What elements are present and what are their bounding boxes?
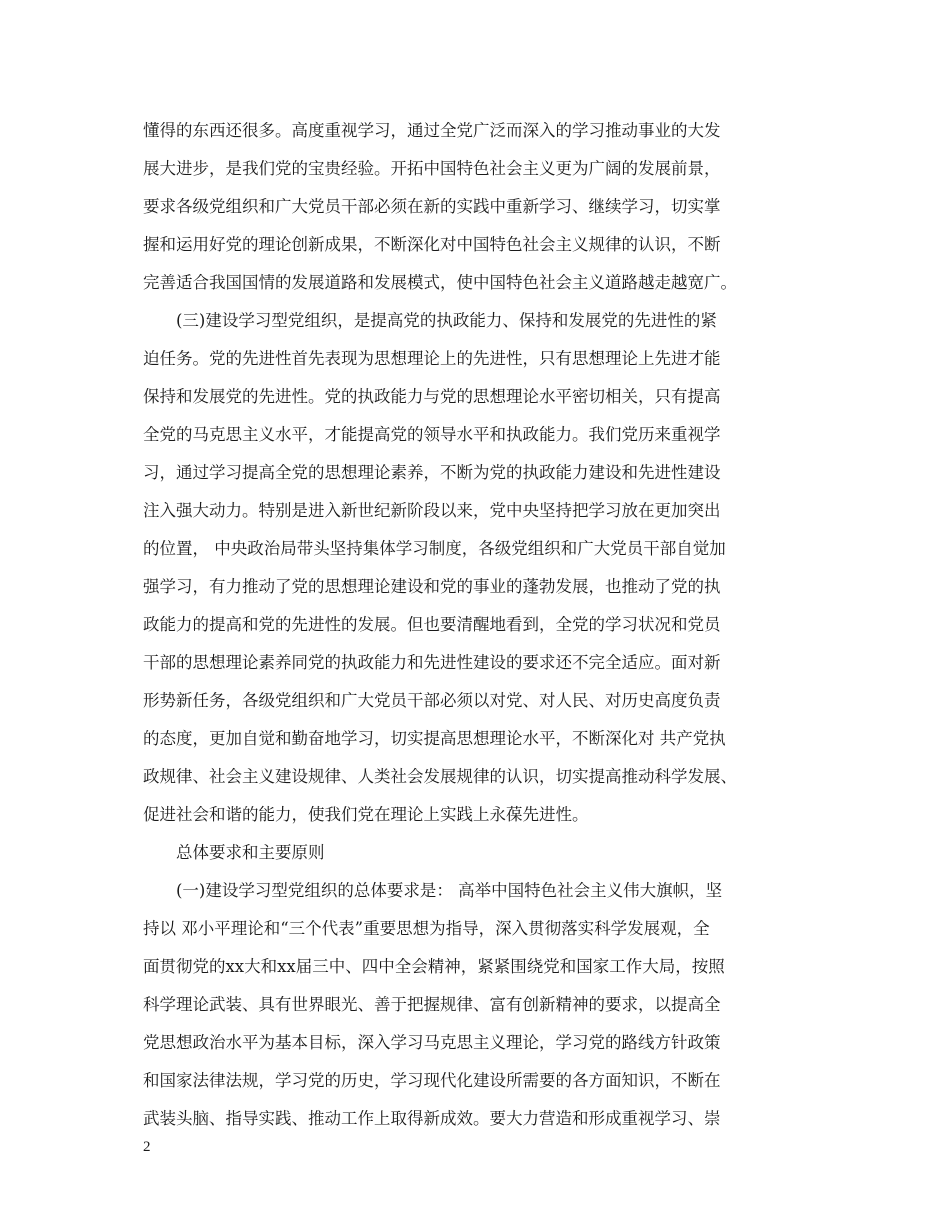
text-line: 和国家法律法规，学习党的历史，学习现代化建设所需要的各方面知识，不断在 <box>143 1071 721 1090</box>
text-line: 展大进步，是我们党的宝贵经验。开拓中国特色社会主义更为广阔的发展前景， <box>143 159 721 178</box>
text-line: 完善适合我国国情的发展道路和发展模式，使中国特色社会主义道路越走越宽广。 <box>143 273 737 292</box>
text-line: 科学理论武装、具有世界眼光、善于把握规律、富有创新精神的要求，以提高全 <box>143 995 721 1014</box>
text-line: 面贯彻党的xx大和xx届三中、四中全会精神，紧紧围绕党和国家工作大局，按照 <box>143 957 725 976</box>
text-line: (三)建设学习型党组织，是提高党的执政能力、保持和发展党的先进性的紧 <box>176 311 717 330</box>
text-line: 注入强大动力。特别是进入新世纪新阶段以来，党中央坚持把学习放在更加突出 <box>143 501 721 520</box>
text-line: 全党的马克思主义水平，才能提高党的领导水平和执政能力。我们党历来重视学 <box>143 425 721 444</box>
text-line: 政规律、社会主义建设规律、人类社会发展规律的认识，切实提高推动科学发展、 <box>143 767 737 786</box>
text-line: 总体要求和主要原则 <box>176 843 325 862</box>
text-line: 促进社会和谐的能力，使我们党在理论上实践上永葆先进性。 <box>143 805 589 824</box>
text-line: 习，通过学习提高全党的思想理论素养，不断为党的执政能力建设和先进性建设 <box>143 463 721 482</box>
text-line: 保持和发展党的先进性。党的执政能力与党的思想理论水平密切相关，只有提高 <box>143 387 721 406</box>
text-line: 武装头脑、指导实践、推动工作上取得新成效。要大力营造和形成重视学习、崇 <box>143 1109 721 1128</box>
text-line: 迫任务。党的先进性首先表现为思想理论上的先进性，只有思想理论上先进才能 <box>143 349 721 368</box>
text-line: 握和运用好党的理论创新成果，不断深化对中国特色社会主义规律的认识，不断 <box>143 235 721 254</box>
text-line: 党思想政治水平为基本目标，深入学习马克思主义理论，学习党的路线方针政策 <box>143 1033 721 1052</box>
page-number: 2 <box>143 1139 151 1155</box>
text-line: 形势新任务，各级党组织和广大党员干部必须以对党、对人民、对历史高度负责 <box>143 691 721 710</box>
text-line: 的位置， 中央政治局带头坚持集体学习制度，各级党组织和广大党员干部自觉加 <box>143 539 726 558</box>
text-line: 懂得的东西还很多。高度重视学习，通过全党广泛而深入的学习推动事业的大发 <box>143 121 721 140</box>
body-text <box>143 112 815 1138</box>
text-line: 强学习，有力推动了党的思想理论建设和党的事业的蓬勃发展，也推动了党的执 <box>143 577 721 596</box>
text-line: (一)建设学习型党组织的总体要求是： 高举中国特色社会主义伟大旗帜，坚 <box>176 881 723 900</box>
text-line: 干部的思想理论素养同党的执政能力和先进性建设的要求还不完全适应。面对新 <box>143 653 721 672</box>
text-line: 持以 邓小平理论和“三个代表”重要思想为指导，深入贯彻落实科学发展观，全 <box>143 919 710 938</box>
text-line: 的态度，更加自觉和勤奋地学习，切实提高思想理论水平，不断深化对 共产党执 <box>143 729 726 748</box>
text-line: 政能力的提高和党的先进性的发展。但也要清醒地看到，全党的学习状况和党员 <box>143 615 721 634</box>
text-line: 要求各级党组织和广大党员干部必须在新的实践中重新学习、继续学习，切实掌 <box>143 197 721 216</box>
